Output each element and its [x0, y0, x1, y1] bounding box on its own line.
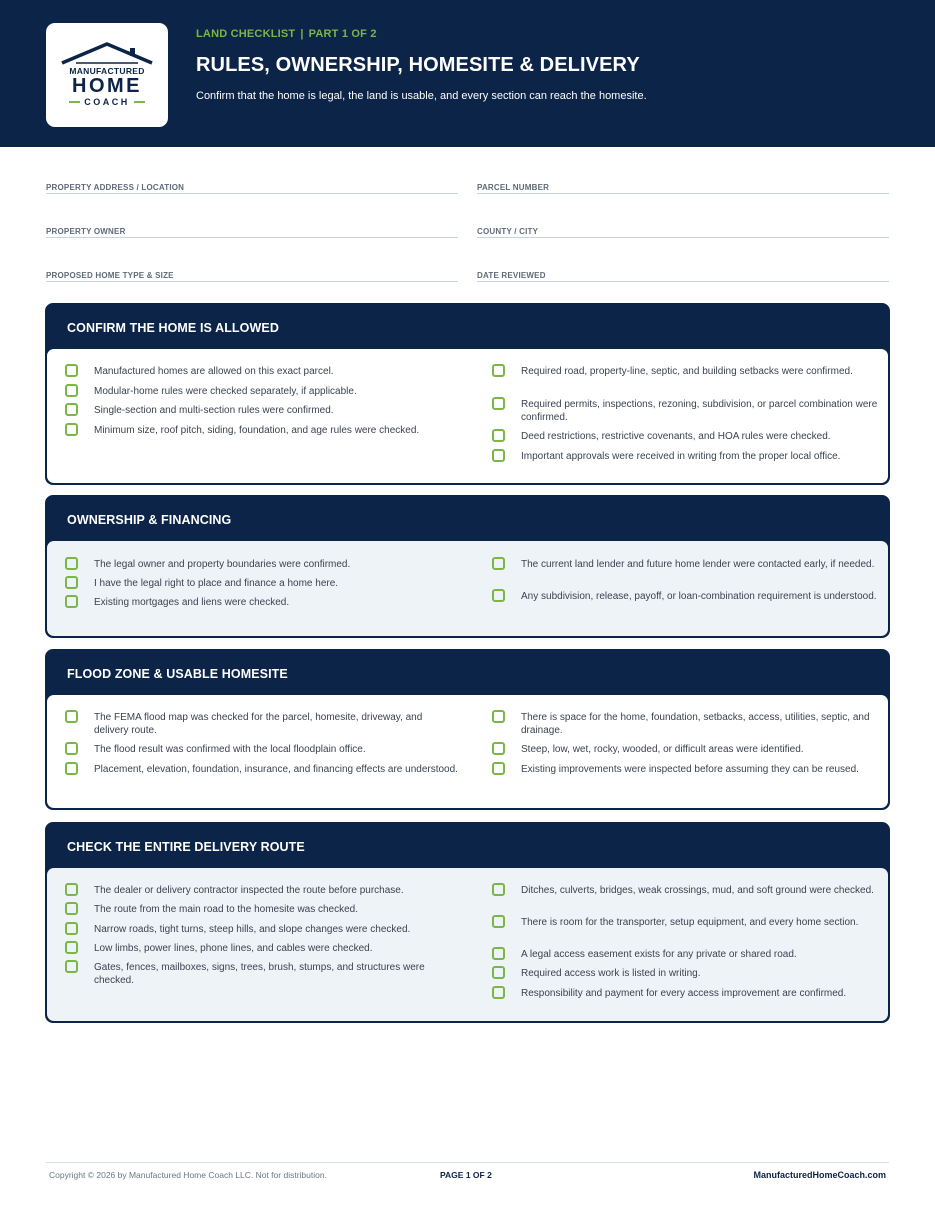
- checkbox[interactable]: [65, 423, 78, 436]
- field-label: PARCEL NUMBER: [477, 183, 550, 192]
- section-title: OWNERSHIP & FINANCING: [67, 513, 232, 527]
- section-title: CONFIRM THE HOME IS ALLOWED: [67, 321, 279, 335]
- section-delivery-route: [45, 822, 890, 1023]
- property-owner-field[interactable]: [46, 208, 458, 238]
- property-address-field[interactable]: [46, 164, 458, 194]
- parcel-number-field[interactable]: [477, 164, 889, 194]
- field-label: PROPOSED HOME TYPE & SIZE: [46, 271, 174, 280]
- checkbox[interactable]: [65, 576, 78, 589]
- checkbox[interactable]: [492, 762, 505, 775]
- checkbox[interactable]: [492, 947, 505, 960]
- checkbox[interactable]: [65, 742, 78, 755]
- eyebrow-category: LAND CHECKLIST: [196, 28, 296, 40]
- section-ownership-financing: [45, 495, 890, 638]
- checkbox[interactable]: [492, 710, 505, 723]
- checkbox[interactable]: [492, 915, 505, 928]
- field-label: DATE REVIEWED: [477, 271, 546, 280]
- checkbox[interactable]: [492, 883, 505, 896]
- checkbox[interactable]: [65, 902, 78, 915]
- checkbox[interactable]: [65, 960, 78, 973]
- checkbox[interactable]: [492, 557, 505, 570]
- footer-copyright: Copyright © 2026 by Manufactured Home Coach LLC. Not for distribution.: [49, 1170, 327, 1180]
- field-label: PROPERTY ADDRESS / LOCATION: [46, 183, 185, 192]
- checkbox[interactable]: [492, 966, 505, 979]
- section-home-allowed: [45, 303, 890, 485]
- checkbox[interactable]: [65, 403, 78, 416]
- checkbox[interactable]: [65, 941, 78, 954]
- brand-name-mid: HOME: [72, 75, 142, 97]
- footer-website-link[interactable]: ManufacturedHomeCoach.com: [753, 1170, 886, 1180]
- field-label: PROPERTY OWNER: [46, 227, 126, 236]
- section-title: FLOOD ZONE & USABLE HOMESITE: [67, 667, 288, 681]
- section-flood-zone-homesite: [45, 649, 890, 810]
- footer-page-number: PAGE 1 OF 2: [440, 1170, 492, 1180]
- checkbox[interactable]: [65, 922, 78, 935]
- home-type-size-field[interactable]: [46, 252, 458, 282]
- page-header: [0, 0, 935, 147]
- section-title: CHECK THE ENTIRE DELIVERY ROUTE: [67, 840, 305, 854]
- county-city-field[interactable]: [477, 208, 889, 238]
- date-reviewed-field[interactable]: [477, 252, 889, 282]
- checkbox[interactable]: [492, 449, 505, 462]
- checkbox[interactable]: [65, 710, 78, 723]
- checkbox[interactable]: [492, 397, 505, 410]
- section-body: The legal owner and property boundaries were confirmed. I have the legal right to place and finance a home here. Existing mortgages and liens were checked. The current land lender and future home lender were contacted early, if needed. Any subdivision, release, payoff, or loan-combination requirement is understood.: [47, 541, 888, 636]
- eyebrow-part: PART 1 OF 2: [308, 28, 377, 40]
- brand-logo: [46, 23, 168, 127]
- checkbox[interactable]: [492, 742, 505, 755]
- checkbox[interactable]: [65, 883, 78, 896]
- checkbox[interactable]: [65, 364, 78, 377]
- checkbox[interactable]: [65, 557, 78, 570]
- checkbox[interactable]: [65, 384, 78, 397]
- section-body: Manufactured homes are allowed on this exact parcel. Modular-home rules were checked separately, if applicable. Single-section and multi-section rules were confirmed. Minimum size, roof pitch, siding, foundation, and age rules were checked. Required road, property-line, septic, and building setbacks were confirmed. Required permits, inspections, rezoning, subdivision, or parcel combination were confirmed. Deed restrictions, restrictive covenants, and HOA rules were checked. Important approvals were received in writing from the proper local office.: [47, 349, 888, 483]
- section-body: The dealer or delivery contractor inspected the route before purchase. The route from the main road to the homesite was checked. Narrow roads, tight turns, steep hills, and slope changes were checked. Low limbs, power lines, phone lines, and cables were checked. Gates, fences, mailboxes, signs, trees, brush, stumps, and structures were checked. Ditches, culverts, bridges, weak crossings, mud, and soft ground were checked. There is room for the transporter, setup equipment, and every home section. A legal access easement exists for any private or shared road. Required access work is listed in writing. Responsibility and payment for every access improvement are confirmed.: [47, 868, 888, 1021]
- page-subtitle: Confirm that the home is legal, the land is usable, and every section can reach the homesite.: [196, 90, 647, 102]
- field-label: COUNTY / CITY: [477, 227, 539, 236]
- brand-name-bottom: COACH: [46, 97, 168, 107]
- section-body: The FEMA flood map was checked for the parcel, homesite, driveway, and delivery route. The flood result was confirmed with the local floodplain office. Placement, elevation, foundation, insurance, and financing effects are understood. There is space for the home, foundation, setbacks, access, utilities, septic, and drainage. Steep, low, wet, rocky, wooded, or difficult areas were identified. Existing improvements were inspected before assuming they can be reused.: [47, 695, 888, 808]
- brand-name-top: MANUFACTURED: [69, 66, 145, 76]
- page-title: RULES, OWNERSHIP, HOMESITE & DELIVERY: [196, 54, 640, 76]
- checkbox[interactable]: [492, 429, 505, 442]
- footer-divider: [46, 1162, 889, 1163]
- checkbox[interactable]: [492, 986, 505, 999]
- checkbox[interactable]: [492, 364, 505, 377]
- checkbox[interactable]: [65, 762, 78, 775]
- document-eyebrow: LAND CHECKLIST | PART 1 OF 2: [196, 28, 377, 40]
- checkbox[interactable]: [492, 589, 505, 602]
- checkbox[interactable]: [65, 595, 78, 608]
